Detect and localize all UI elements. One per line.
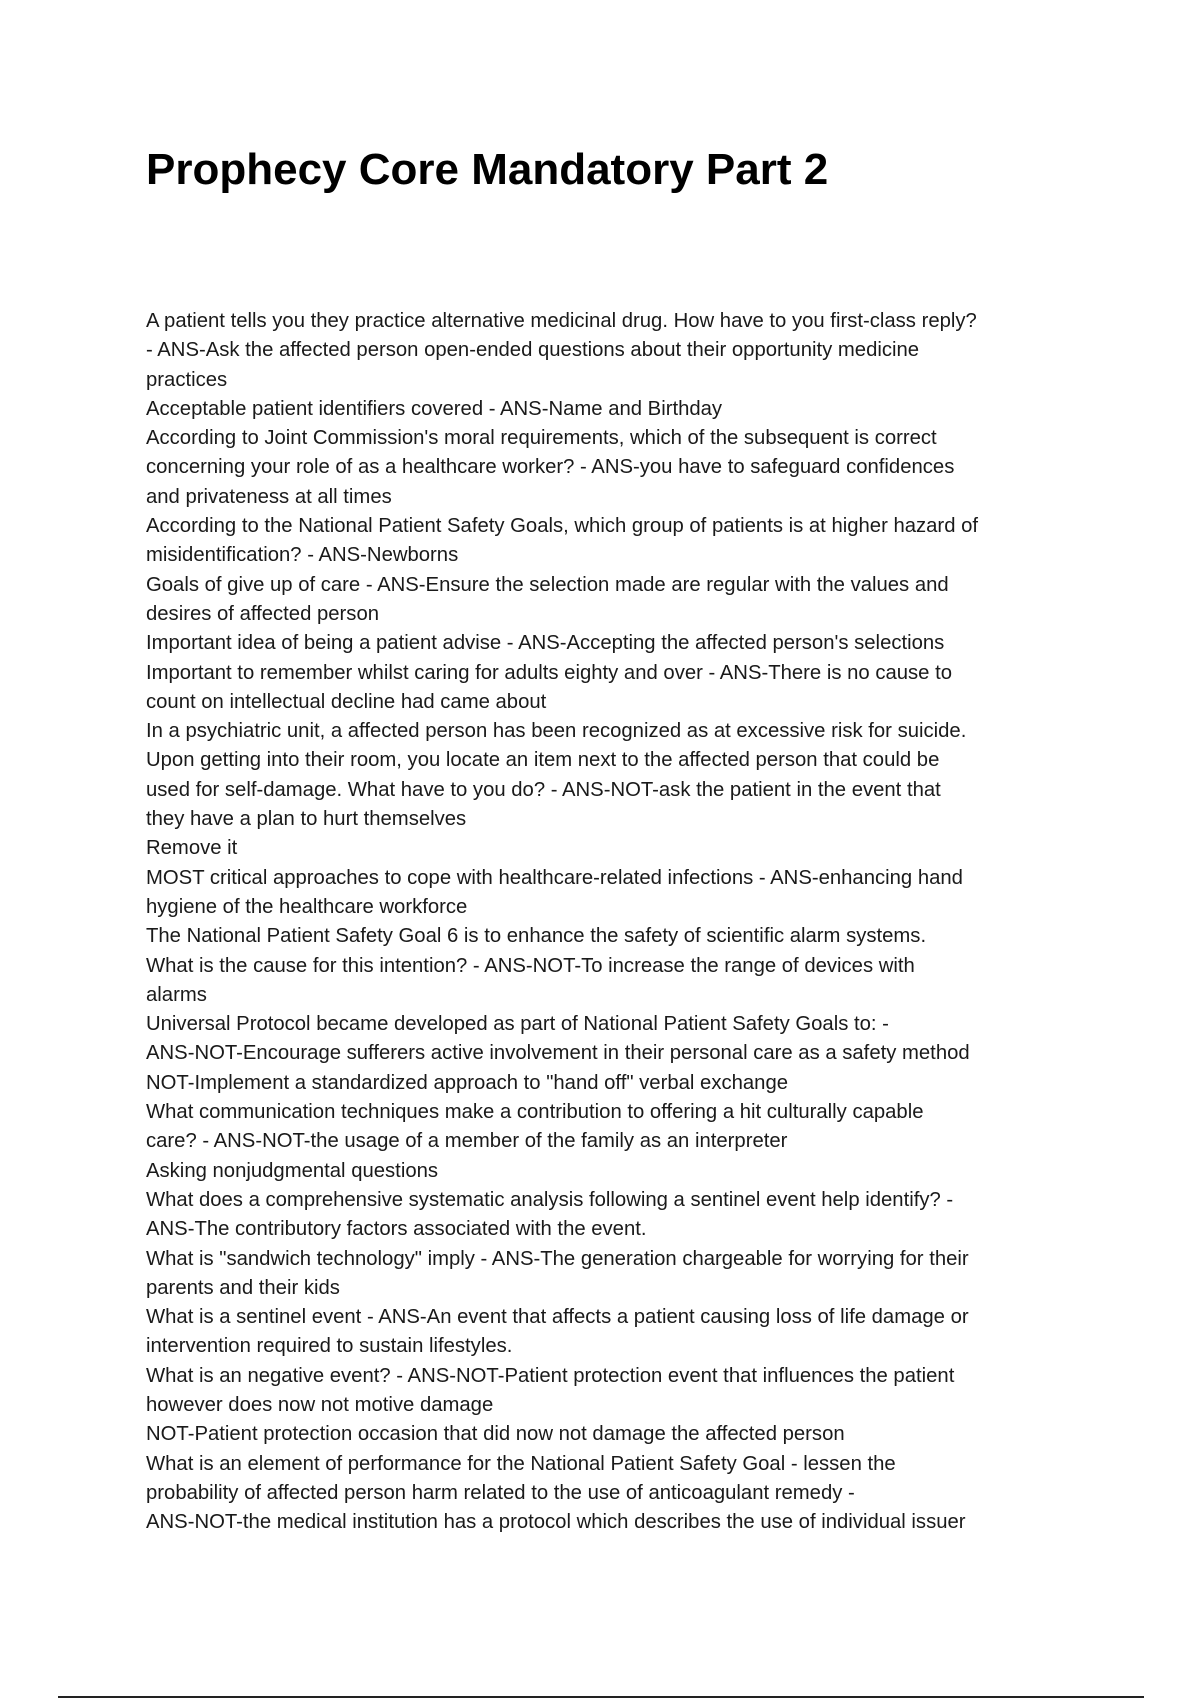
text-line: What is the cause for this intention? - ANS-NOT-To increase the range of devices with: [146, 954, 915, 977]
text-line: Acceptable patient identifiers covered - ANS-Name and Birthday: [146, 397, 723, 420]
text-line: they have a plan to hurt themselves: [146, 808, 467, 831]
text-line: ANS-The contributory factors associated with the event.: [146, 1218, 647, 1241]
text-line: According to Joint Commission's moral requirements, which of the subsequent is correct: [146, 427, 937, 450]
text-line: Goals of give up of care - ANS-Ensure the selection made are regular with the values and: [146, 573, 949, 596]
text-line: What is "sandwich technology" imply - ANS-The generation chargeable for worrying for their: [146, 1247, 969, 1270]
text-line: however does now not motive damage: [146, 1393, 494, 1416]
text-line: In a psychiatric unit, a affected person has been recognized as at excessive risk for suicide.: [146, 720, 967, 743]
text-line: and privateness at all times: [146, 485, 392, 508]
text-line: - ANS-Ask the affected person open-ended questions about their opportunity medicine: [146, 339, 920, 362]
text-line: NOT-Patient protection occasion that did now not damage the affected person: [146, 1423, 845, 1446]
text-line: ANS-NOT-the medical institution has a protocol which describes the use of individual issuer: [146, 1511, 966, 1534]
text-line: concerning your role of as a healthcare worker? - ANS-you have to safeguard confidences: [146, 456, 955, 479]
text-line: Remove it: [146, 837, 238, 860]
text-line: parents and their kids: [146, 1276, 340, 1299]
text-line: used for self-damage. What have to you do? - ANS-NOT-ask the patient in the event that: [146, 778, 941, 801]
text-line: According to the National Patient Safety Goals, which group of patients is at higher hazard of: [146, 515, 979, 538]
page-title: Prophecy Core Mandatory Part 2: [146, 145, 829, 194]
text-line: practices: [146, 368, 228, 391]
text-line: misidentification? - ANS-Newborns: [146, 544, 459, 567]
text-line: Important to remember whilst caring for adults eighty and over - ANS-There is no cause to: [146, 661, 952, 684]
text-line: desires of affected person: [146, 602, 380, 625]
text-line: What is an negative event? - ANS-NOT-Patient protection event that influences the patient: [146, 1364, 955, 1387]
document-body: [146, 307, 1086, 1537]
text-line: What is a sentinel event - ANS-An event that affects a patient causing loss of life damage or: [146, 1306, 969, 1329]
text-line: Upon getting into their room, you locate an item next to the affected person that could be: [146, 749, 940, 772]
text-line: Asking nonjudgmental questions: [146, 1159, 439, 1182]
text-line: hygiene of the healthcare workforce: [146, 895, 468, 918]
text-line: ANS-NOT-Encourage sufferers active involvement in their personal care as a safety method: [146, 1042, 970, 1065]
text-line: alarms: [146, 983, 207, 1006]
footer-divider: [58, 1696, 1144, 1698]
text-line: A patient tells you they practice alternative medicinal drug. How have to you first-class reply?: [146, 310, 977, 332]
text-line: Universal Protocol became developed as part of National Patient Safety Goals to: -: [146, 1013, 889, 1036]
text-line: count on intellectual decline had came about: [146, 690, 547, 713]
text-line: The National Patient Safety Goal 6 is to enhance the safety of scientific alarm systems.: [146, 925, 927, 948]
text-line: MOST critical approaches to cope with healthcare-related infections - ANS-enhancing hand: [146, 866, 963, 889]
text-line: What does a comprehensive systematic analysis following a sentinel event help identify? -: [146, 1188, 954, 1211]
text-line: care? - ANS-NOT-the usage of a member of the family as an interpreter: [146, 1130, 788, 1153]
text-line: probability of affected person harm related to the use of anticoagulant remedy -: [146, 1481, 855, 1504]
text-line: What communication techniques make a contribution to offering a hit culturally capable: [146, 1101, 924, 1124]
text-line: Important idea of being a patient advise - ANS-Accepting the affected person's selections: [146, 632, 945, 655]
text-line: NOT-Implement a standardized approach to "hand off" verbal exchange: [146, 1071, 788, 1094]
text-line: intervention required to sustain lifestyles.: [146, 1335, 513, 1358]
text-line: What is an element of performance for the National Patient Safety Goal - lessen the: [146, 1452, 896, 1475]
